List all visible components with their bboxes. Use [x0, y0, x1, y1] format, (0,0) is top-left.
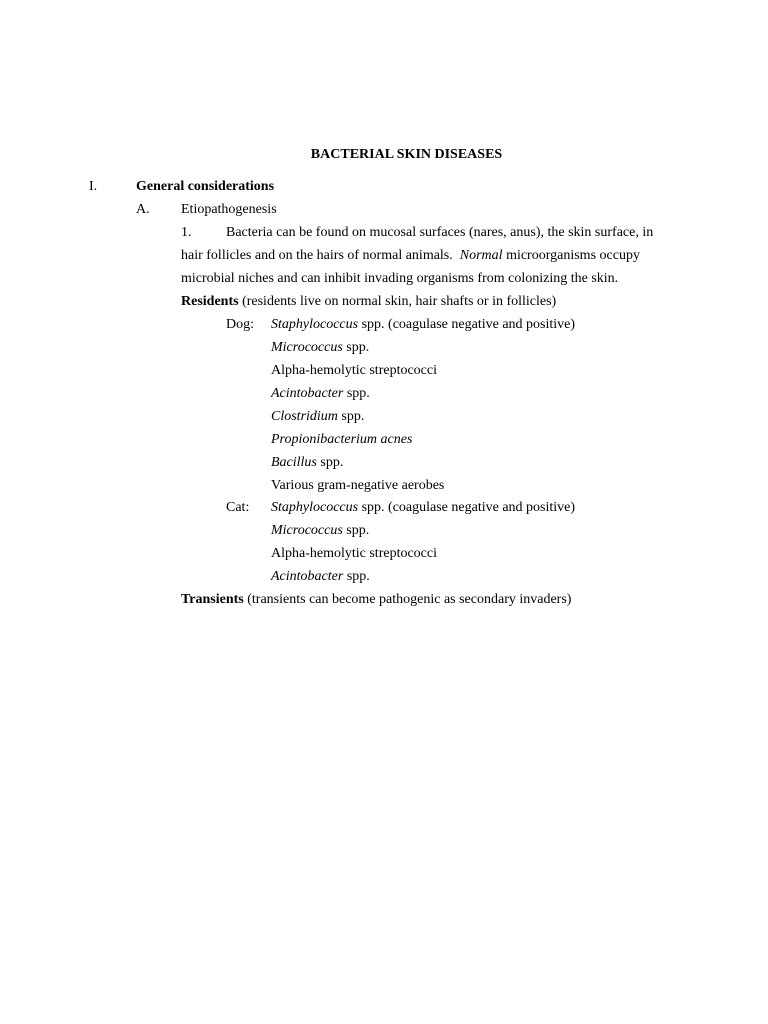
organism-detail: spp. (coagulase negative and positive) — [358, 500, 576, 515]
transients-description: (transients can become pathogenic as secondary invaders) — [243, 592, 572, 607]
subsection-heading: Etiopathogenesis — [181, 202, 277, 217]
section-numeral: I. — [89, 179, 98, 194]
organism-detail: spp. — [343, 386, 370, 401]
organism-detail: spp. (coagulase negative and positive) — [358, 317, 576, 332]
residents-line — [181, 290, 556, 313]
organism-item — [271, 565, 575, 588]
organism-genus: Clostridium — [271, 409, 338, 424]
organism-genus: Propionibacterium acnes — [271, 432, 413, 447]
cat-organism-list — [271, 496, 575, 588]
transients-line — [181, 588, 571, 611]
organism-detail: Various gram-negative aerobes — [271, 478, 445, 493]
dog-label: Dog: — [226, 317, 254, 332]
organism-detail: spp. — [342, 523, 370, 538]
organism-detail: Alpha-hemolytic streptococci — [271, 546, 437, 561]
organism-detail: spp. — [342, 340, 370, 355]
organism-genus: Staphylococcus — [271, 500, 359, 515]
section-heading: General considerations — [136, 179, 275, 194]
point-number: 1. — [181, 225, 192, 240]
organism-detail: spp. — [343, 569, 370, 584]
organism-genus: Micrococcus — [271, 523, 343, 538]
organism-item — [271, 428, 575, 451]
dog-organism-list — [271, 313, 575, 497]
organism-item — [271, 542, 575, 565]
organism-item — [271, 313, 575, 336]
point-1-paragraph — [181, 221, 676, 290]
transients-label: Transients — [181, 592, 244, 607]
document-title: BACTERIAL SKIN DISEASES — [310, 147, 503, 162]
organism-item — [271, 519, 575, 542]
organism-genus: Acintobacter — [271, 569, 344, 584]
organism-item — [271, 451, 575, 474]
organism-item — [271, 336, 575, 359]
organism-item — [271, 359, 575, 382]
organism-detail: Alpha-hemolytic streptococci — [271, 363, 437, 378]
organism-item — [271, 474, 575, 497]
residents-description: (residents live on normal skin, hair shafts or in follicles) — [238, 294, 557, 309]
residents-label: Residents — [181, 294, 239, 309]
cat-label: Cat: — [226, 500, 250, 515]
organism-item — [271, 496, 575, 519]
organism-genus: Micrococcus — [271, 340, 343, 355]
organism-genus: Acintobacter — [271, 386, 344, 401]
point-text-italic: Normal — [459, 248, 503, 263]
organism-detail: spp. — [337, 409, 365, 424]
subsection-letter: A. — [136, 202, 150, 217]
point-text-part1: Bacteria can be found on mucosal surfaces (nares, anus), the skin surface, in hair follicles and on the hairs of normal animals. — [181, 225, 654, 263]
organism-item — [271, 405, 575, 428]
organism-item — [271, 382, 575, 405]
point-text-part2: microorganisms occupy microbial niches and can inhibit invading organisms from colonizing the skin. — [181, 248, 640, 286]
organism-detail: spp. — [316, 455, 344, 470]
organism-genus: Staphylococcus — [271, 317, 359, 332]
organism-genus: Bacillus — [271, 455, 317, 470]
